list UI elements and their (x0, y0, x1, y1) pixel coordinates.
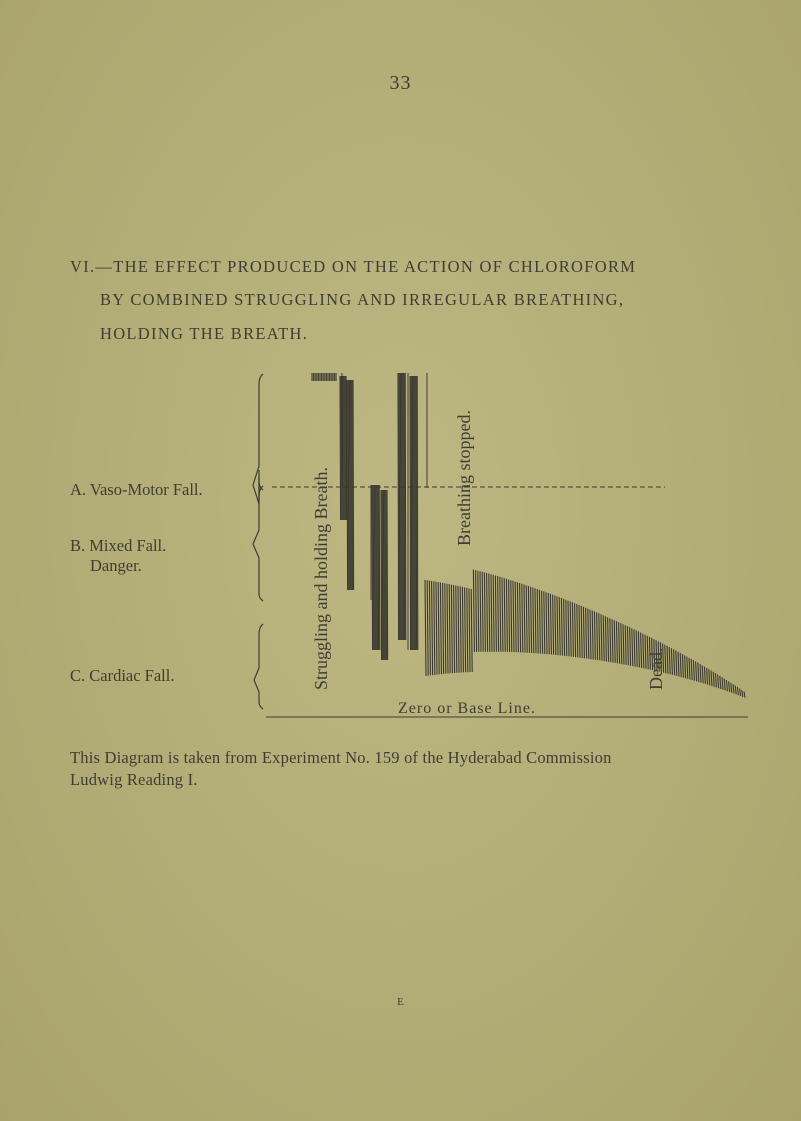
base-line-label: Zero or Base Line. (398, 700, 536, 717)
brace-c (254, 624, 263, 709)
page-title-line-1: VI.—THE EFFECT PRODUCED ON THE ACTION OF CHLOROFORM (70, 257, 637, 276)
caption-line-1: This Diagram is taken from Experiment No. 159 of the Hyderabad Commission (70, 748, 612, 767)
zone-label-mixed-fall: B. Mixed Fall. (70, 536, 167, 555)
caption-line-2: Ludwig Reading I. (70, 770, 198, 789)
page-title-line-3: HOLDING THE BREATH. (100, 324, 309, 343)
zone-label-danger: Danger. (90, 556, 142, 575)
zone-label-cardiac-fall: C. Cardiac Fall. (70, 666, 175, 685)
annotation-dead: Dead. (646, 647, 666, 690)
signature-mark: E (397, 996, 404, 1008)
brace-b (253, 486, 263, 601)
zone-label-vaso-motor: A. Vaso-Motor Fall. (70, 480, 203, 499)
pressure-trace (312, 373, 745, 698)
annotation-breathing-stopped: Breathing stopped. (454, 410, 474, 546)
trace-path (312, 373, 745, 698)
annotation-struggling-holding-breath: Struggling and holding Breath. (311, 467, 331, 690)
page-number: 33 (389, 72, 412, 94)
brace-a (253, 374, 263, 504)
zone-braces (253, 374, 263, 709)
page-title-line-2: BY COMBINED STRUGGLING AND IRREGULAR BREATHING, (100, 290, 625, 309)
